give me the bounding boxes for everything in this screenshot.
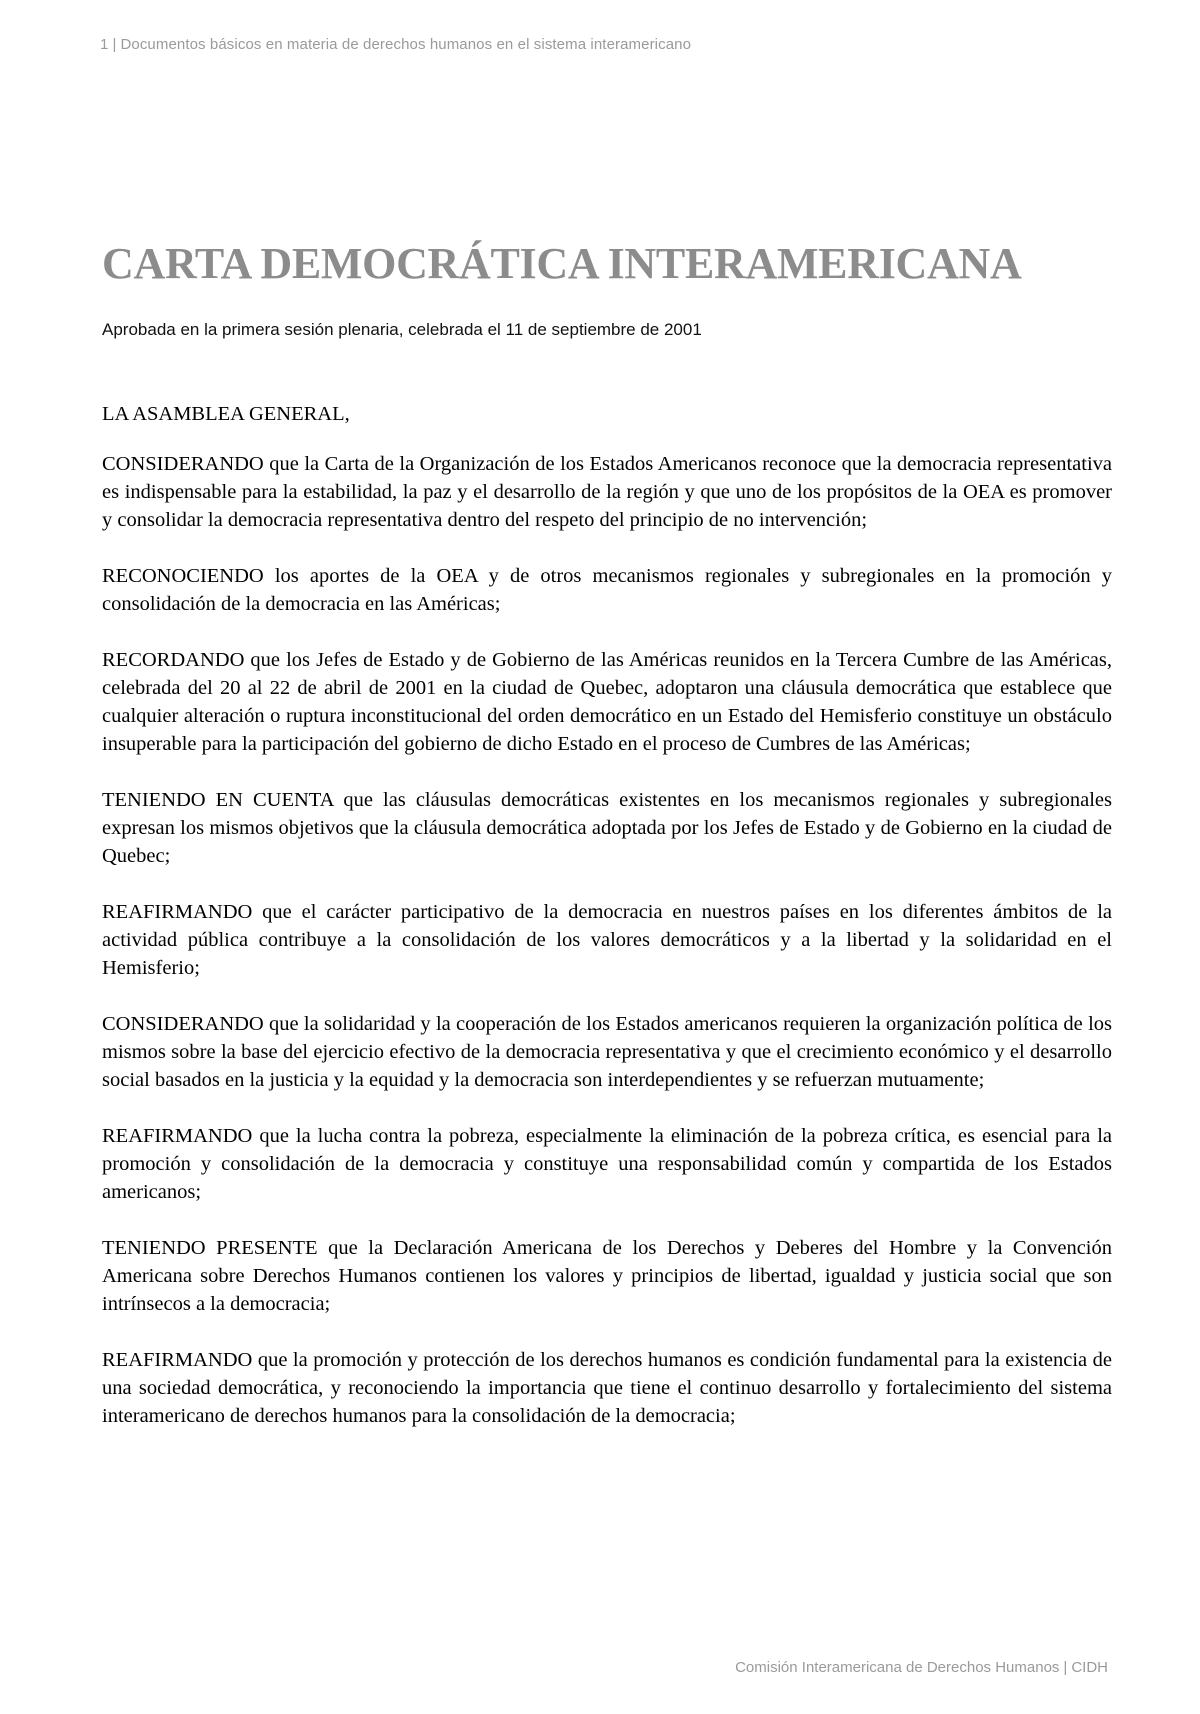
preamble-clause-3: RECORDANDO que los Jefes de Estado y de Gobierno de las Américas reunidos en la Tercera Cumbre de las Américas, celebrada del 20 al 22 de abril de 2001 en la ciudad de Quebec, adoptaron una cláusula democrática que establece que cualquier alteración o ruptura inconstitucional del orden democrático en un Estado del Hemisferio constituye un obstáculo insuperable para la participación del gobierno de dicho Estado en el proceso de Cumbres de las Américas; — [102, 649, 1112, 755]
preamble-clause-1: CONSIDERANDO que la Carta de la Organización de los Estados Americanos reconoce que la democracia representativa es indispensable para la estabilidad, la paz y el desarrollo de la región y que uno de los propósitos de la OEA es promover y consolidar la democracia representativa dentro del respeto del principio de no intervención; — [102, 453, 1112, 531]
preamble-clause-7: REAFIRMANDO que la lucha contra la pobreza, especialmente la eliminación de la pobreza crítica, es esencial para la promoción y consolidación de la democracia y constituye una responsabilidad común y compartida de los Estados americanos; — [102, 1125, 1112, 1203]
document-subtitle: Aprobada en la primera sesión plenaria, celebrada el 11 de septiembre de 2001 — [102, 320, 702, 339]
assembly-heading: LA ASAMBLEA GENERAL, — [102, 403, 350, 425]
footer-acronym: CIDH — [1071, 1659, 1108, 1676]
footer-separator: | — [1063, 1659, 1068, 1676]
page-footer — [735, 1659, 1108, 1676]
page-header — [100, 36, 1100, 53]
document-title: CARTA DEMOCRÁTICA INTERAMERICANA — [102, 239, 1022, 288]
preamble-clause-8: TENIENDO PRESENTE que la Declaración Americana de los Derechos y Deberes del Hombre y la Convención Americana sobre Derechos Humanos contienen los valores y principios de libertad, igualdad y justicia social que son intrínsecos a la democracia; — [102, 1237, 1112, 1315]
preamble-clause-9: REAFIRMANDO que la promoción y protección de los derechos humanos es condición fundamental para la existencia de una sociedad democrática, y reconociendo la importancia que tiene el continuo desarrollo y fortalecimiento del sistema interamericano de derechos humanos para la consolidación de la democracia; — [102, 1349, 1112, 1427]
document-body — [102, 400, 1112, 1458]
footer-organization: Comisión Interamericana de Derechos Humanos — [735, 1659, 1060, 1676]
header-separator: | — [112, 36, 117, 53]
preamble-clause-2: RECONOCIENDO los aportes de la OEA y de otros mecanismos regionales y subregionales en la promoción y consolidación de la democracia en las Américas; — [102, 565, 1112, 615]
preamble-clause-6: CONSIDERANDO que la solidaridad y la cooperación de los Estados americanos requieren la organización política de los mismos sobre la base del ejercicio efectivo de la democracia representativa y que el crecimiento económico y el desarrollo social basados en la justicia y la equidad y la democracia son interdependientes y se refuerzan mutuamente; — [102, 1013, 1112, 1091]
running-title: Documentos básicos en materia de derechos humanos en el sistema interamericano — [120, 36, 692, 53]
preamble-clause-4: TENIENDO EN CUENTA que las cláusulas democráticas existentes en los mecanismos regionales y subregionales expresan los mismos objetivos que la cláusula democrática adoptada por los Jefes de Estado y de Gobierno en la ciudad de Quebec; — [102, 789, 1112, 867]
preamble-clause-5: REAFIRMANDO que el carácter participativo de la democracia en nuestros países en los diferentes ámbitos de la actividad pública contribuye a la consolidación de los valores democráticos y a la libertad y la solidaridad en el Hemisferio; — [102, 901, 1112, 979]
page-number: 1 — [100, 36, 109, 53]
